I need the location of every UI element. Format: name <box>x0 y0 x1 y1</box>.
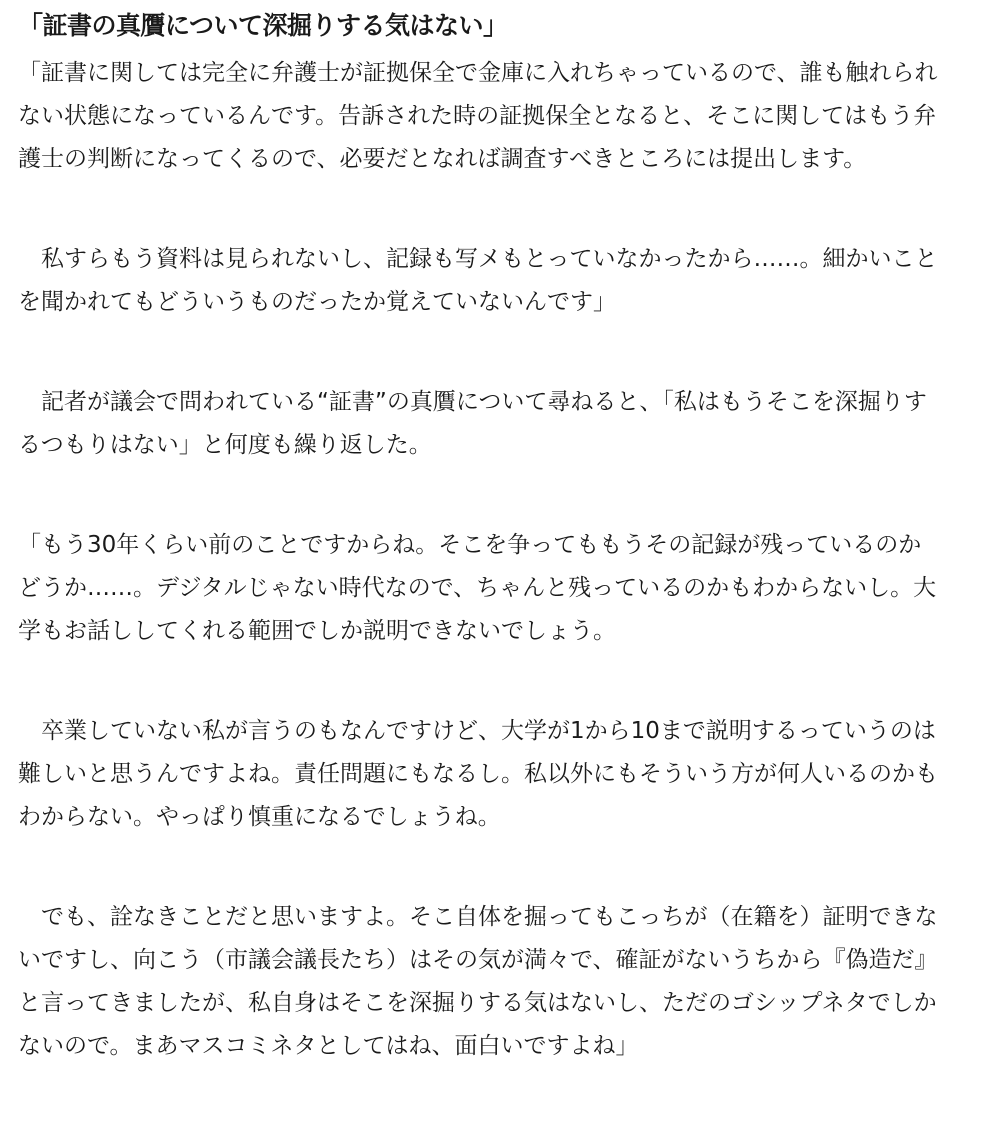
paragraph-line: いですし、向こう（市議会議長たち）はその気が満々で、確証がないうちから『偽造だ』 <box>18 947 938 973</box>
paragraph-line: を聞かれてもどういうものだったか覚えていないんです」 <box>18 289 616 315</box>
article-body <box>18 52 984 1068</box>
paragraph-line: わからない。やっぱり慎重になるでしょうね。 <box>18 804 501 830</box>
paragraph-line: 学もお話ししてくれる範囲でしか説明できないでしょう。 <box>18 618 616 644</box>
paragraph-line: るつもりはない」と何度も繰り返した。 <box>18 432 432 458</box>
paragraph-line: 護士の判断になってくるので、必要だとなれば調査すべきところには提出します。 <box>18 146 867 172</box>
paragraph-line: でも、詮なきことだと思いますよ。そこ自体を掘ってもこっちが（在籍を）証明できな <box>18 904 938 930</box>
paragraph-line: 卒業していない私が言うのもなんですけど、大学が1から10まで説明するっていうのは <box>18 718 936 744</box>
paragraph-line: 私すらもう資料は見られないし、記録も写メもとっていなかったから……。細かいこと <box>18 246 938 272</box>
paragraph <box>18 896 984 1068</box>
paragraph-line: ないので。まあマスコミネタとしてはね、面白いですよね」 <box>18 1033 639 1059</box>
paragraph-line: ない状態になっているんです。告訴された時の証拠保全となると、そこに関してはもう弁 <box>18 103 937 129</box>
paragraph-line: どうか……。デジタルじゃない時代なので、ちゃんと残っているのかもわからないし。大 <box>18 575 937 601</box>
paragraph <box>18 238 984 324</box>
paragraph-line: 記者が議会で問われている“証書”の真贋について尋ねると、「私はもうそこを深掘りす <box>18 389 927 415</box>
paragraph-line: と言ってきましたが、私自身はそこを深掘りする気はないし、ただのゴシップネタでしか <box>18 990 937 1016</box>
paragraph-line: 「もう30年くらい前のことですからね。そこを争ってももうその記録が残っているのか <box>18 532 922 558</box>
article-heading: 「証書の真贋について深掘りする気はない」 <box>18 11 508 40</box>
paragraph-line: 「証書に関しては完全に弁護士が証拠保全で金庫に入れちゃっているので、誰も触れられ <box>18 60 938 86</box>
paragraph <box>18 524 984 653</box>
paragraph-line: 難しいと思うんですよね。責任問題にもなるし。私以外にもそういう方が何人いるのかも <box>18 761 938 787</box>
paragraph <box>18 52 984 181</box>
paragraph <box>18 381 984 467</box>
paragraph <box>18 710 984 839</box>
article <box>18 0 984 1125</box>
